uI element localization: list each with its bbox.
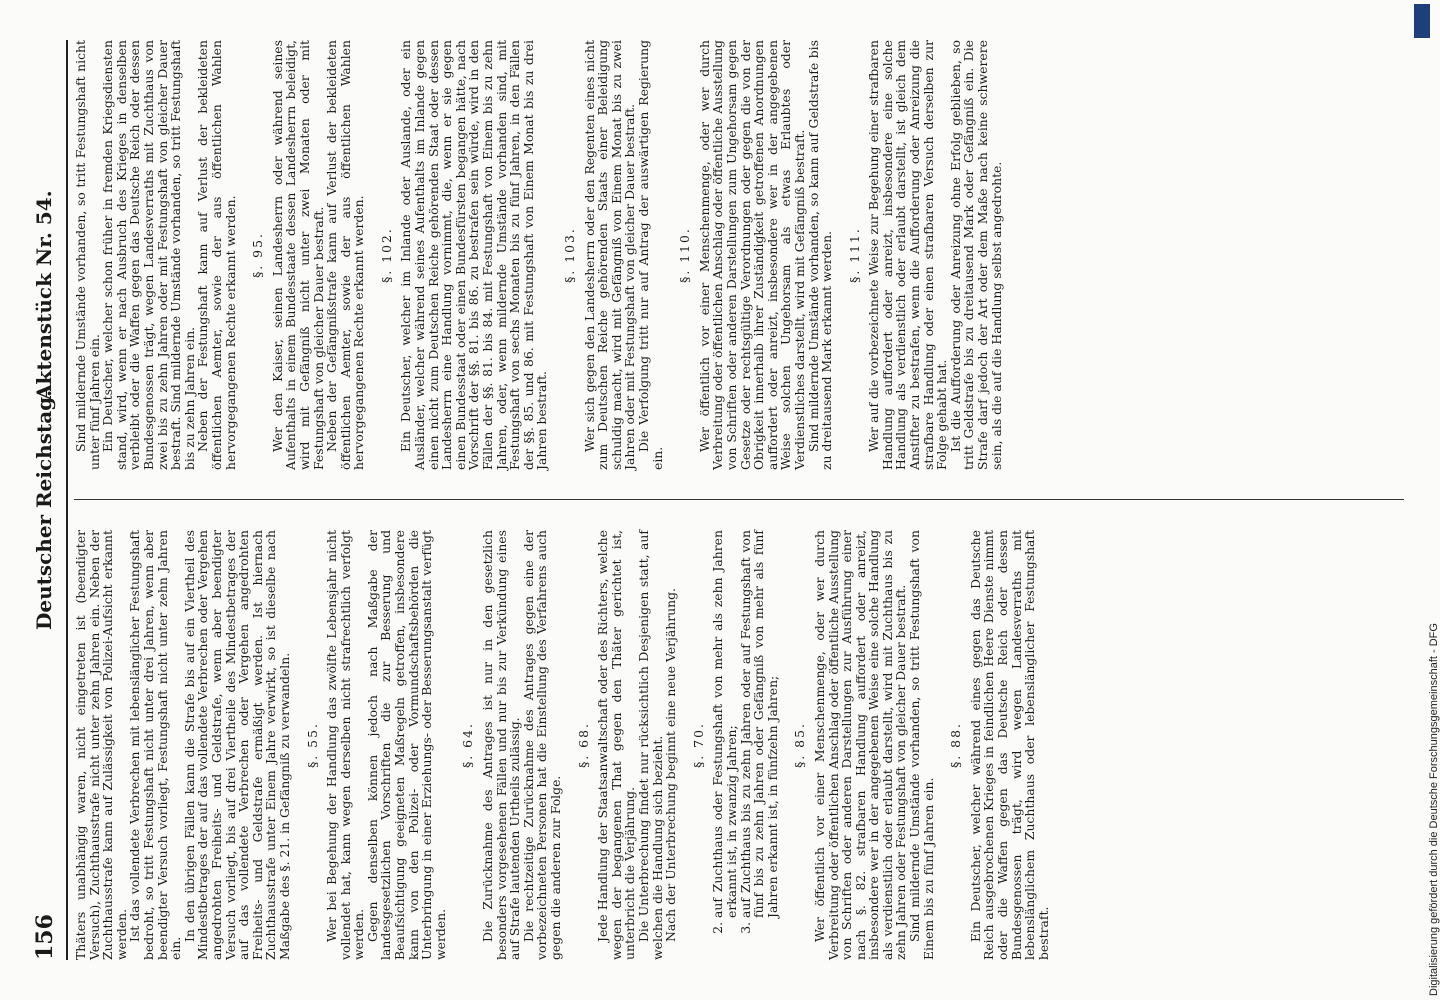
paragraph: Wer öffentlich vor einer Menschenmenge, oder wer durch Verbreitung oder öffentlichen Anschlag oder öffentliche Ausstellung von Schriften oder anderen Darstellungen zum Ungehorsam gegen Gesetze oder rechtsgültige Verordnungen oder gegen die von der Obrigkeit innerhalb ihrer Zuständigkeit getroffenen Anordnungen auffordert oder anreizt, insbesondere wer in der angegebenen Weise solchen Ungehorsam als etwas Erlaubtes oder Verdienstliches darstellt, wird mit Gefängniß bestraft.	[696, 40, 807, 470]
paragraph: Ein Deutscher, welcher während eines gegen das Deutsche Reich ausgebrochenen Krieges in feindlichen Heere Dienste nimmt oder die Waffen gegen das Deutsche Reich oder dessen Bundesgenossen trägt, wird wegen Landesverraths mit lebenslänglichem Zuchthaus oder lebenslänglicher Festungshaft bestraft.	[967, 530, 1051, 960]
paragraph: Ist die Aufforderung oder Anreizung ohne Erfolg geblieben, so tritt Geldstrafe bis zu dreitausend Mark oder Gefängniß ein. Die Strafe darf jedoch der Art oder dem Maße nach keine schwerere sein, als die auf die Handlung selbst angedrohte.	[947, 40, 1004, 470]
paragraph: Ein Deutscher, welcher im Inlande oder Auslande, oder ein Ausländer, welcher während seines Aufenthalts im Inlande gegen einen nicht zum Deutschen Reiche gehörenden Staat oder dessen Landesherrn eine Handlung vornimmt, die, wenn er sie gegen einen Bundesstaat oder einen Bundesfürsten begangen hätte, nach Vorschrift der §§. 81. bis 86. zu bestrafen sein würde, wird in den Fällen der §§. 81. bis 84. mit Festungshaft von Einem bis zu zehn Jahren, oder, wenn mildernde Umstände vorhanden sind, mit Festungshaft von sechs Monaten bis zu fünf Jahren, in den Fällen der §§. 85. und 86. mit Festungshaft von Einem Monat bis zu drei Jahren bestraft.	[398, 40, 550, 470]
paragraph: Wer öffentlich vor einer Menschenmenge, oder wer durch Verbreitung oder öffentlichen Anschlag oder öffentliche Ausstellung von Schriften oder anderen Darstellungen zur Ausführung einer nach §. 82. strafbaren Handlung auffordert oder anreizt, insbesondere wer in der angegebenen Weise eine solche Handlung als verdienstlich oder erlaubt darstellt, wird mit Zuchthaus bis zu zehn Jahren oder Festungshaft von gleicher Dauer bestraft.	[811, 530, 909, 960]
section-heading: §. 85.	[792, 722, 808, 768]
paragraph: Sind mildernde Umstände vorhanden, so tritt Festungshaft nicht unter fünf Jahren ein.	[73, 40, 102, 470]
section-heading: §. 103.	[562, 227, 577, 283]
paragraph: Neben der Festungshaft kann auf Verlust der bekleideten öffentlichen Aemter, sowie der aus öffentlichen Wahlen hervorgegangenen Rechte erkannt werden.	[195, 40, 238, 470]
paragraph: Thäters unabhängig waren, nicht eingetreten ist (beendigter Versuch), Zuchthausstrafe nicht unter zehn Jahren ein. Neben der Zuchthausstrafe kann auf Zulässigkeit von Polizei-Aufsicht erkannt werden.	[73, 530, 129, 960]
funding-note: Digitalisierung gefördert durch die Deutsche Forschungsgemeinschaft - DFG	[1428, 623, 1440, 996]
paragraph: Ist das vollendete Verbrechen mit lebenslänglicher Festungshaft bedroht, so tritt Festungshaft nicht unter drei Jahren, wenn aber beendigter Versuch vorliegt, Festungshaft nicht unter zehn Jahren ein.	[127, 530, 184, 960]
list-item: 3. auf Zuchthaus bis zu zehn Jahren oder auf Festungshaft von fünf bis zu zehn Jahren oder Gefängniß von mehr als fünf Jahren erkannt ist, in fünfzehn Jahren;	[739, 530, 780, 918]
page-number: 156	[32, 914, 58, 960]
paragraph: Die Zurücknahme des Antrages ist nur in den gesetzlich besonders vorgesehenen Fällen und nur bis zur Verkündung eines auf Strafe lautenden Urtheils zulässig.	[480, 530, 523, 960]
document-number: Aktenstück Nr. 54.	[32, 190, 56, 400]
paragraph: Wer auf die vorbezeichnete Weise zur Begehung einer strafbaren Handlung auffordert oder anreizt, insbesondere eine solche Handlung als verdienstlich oder erlaubt darstellt, ist gleich dem Anstifter zu bestrafen, wenn die Aufforderung oder Anreizung die strafbare Handlung oder einen strafbaren Versuch derselben zur Folge gehabt hat.	[866, 40, 950, 470]
paragraph: Sind mildernde Umstände vorhanden, so tritt Festungshaft von Einem bis zu fünf Jahren ein.	[907, 530, 936, 960]
paragraph: Die Unterbrechung findet nur rücksichtlich Desjenigen statt, auf welchen die Handlung sich bezieht.	[635, 530, 665, 960]
left-column	[74, 530, 1050, 960]
right-column	[74, 40, 1003, 470]
paragraph: Nach der Unterbrechung beginnt eine neue Verjährung.	[663, 588, 679, 942]
paragraph: Sind mildernde Umstände vorhanden, so kann auf Geldstrafe bis zu dreitausend Mark erkannt werden.	[805, 40, 835, 470]
paragraph: Die Verfolgung tritt nur auf Antrag der auswärtigen Regierung ein.	[635, 40, 665, 470]
paragraph: Die rechtzeitige Zurücknahme des Antrages gegen eine der vorbezeichneten Personen hat die Einstellung des Verfahrens auch gegen die anderen zur Folge.	[520, 530, 563, 960]
section-heading: §. 111.	[846, 227, 862, 283]
header-rule	[66, 40, 68, 960]
section-heading: §. 88.	[948, 722, 964, 768]
section-heading: §. 55.	[304, 722, 320, 768]
paragraph: Ein Deutscher, welcher schon früher in fremden Kriegsdiensten stand, wird, wenn er nach Ausbruch des Krieges in denselben verbleibt oder die Waffen gegen das Deutsche Reich oder dessen Bundesgenossen trägt, wegen Landesverraths mit Zuchthaus von zwei bis zu zehn Jahren oder mit Festungshaft von gleicher Dauer bestraft. Sind mildernde Umstände vorhanden, so tritt Festungshaft bis zu zehn Jahren ein.	[100, 40, 197, 470]
paragraph: Gegen denselben können jedoch nach Maßgabe der landesgesetzlichen Vorschriften die zur Besserung und Beaufsichtigung geeigneten Maßregeln getroffen, insbesondere kann von den Polizei- oder Vormundschaftsbehörden die Unterbringung in einer Erziehungs- oder Besserungsanstalt verfügt werden.	[364, 530, 448, 960]
page-title: Deutscher Reichstag.	[32, 389, 56, 630]
section-heading: §. 68.	[575, 722, 591, 768]
column-divider	[74, 499, 1404, 500]
section-heading: §. 64.	[460, 722, 476, 768]
paragraph: Wer den Kaiser, seinen Landesherrn oder während seines Aufenthalts in einem Bundesstaate dessen Landesherrn beleidigt, wird mit Gefängniß nicht unter zwei Monaten oder mit Festungshaft von gleicher Dauer bestraft.	[269, 40, 326, 470]
paragraph: Jede Handlung der Staatsanwaltschaft oder des Richters, welche wegen der begangenen That gegen den Thäter gerichtet ist, unterbricht die Verjährung.	[595, 530, 638, 960]
section-heading: §. 110.	[677, 227, 693, 283]
side-note	[1412, 0, 1440, 1000]
paragraph: Wer bei Begehung der Handlung das zwölfte Lebensjahr nicht vollendet hat, kann wegen derselben nicht strafrechtlich verfolgt werden.	[324, 530, 367, 960]
paragraph: Wer sich gegen den Landesherrn oder den Regenten eines nicht zum Deutschen Reiche gehörenden Staats einer Beleidigung schuldig macht, wird mit Gefängniß von Einem Monat bis zu zwei Jahren oder mit Festungshaft von gleicher Dauer bestraft.	[581, 40, 638, 470]
page-header	[32, 40, 64, 960]
paragraph: Neben der Gefängnißstrafe kann auf Verlust der bekleideten öffentlichen Aemter, sowie der aus öffentlichen Wahlen hervorgegangenen Rechte erkannt werden.	[324, 40, 367, 470]
list-item: 2. auf Zuchthaus oder Festungshaft von mehr als zehn Jahren erkannt ist, in zwanzig Jahren;	[711, 530, 738, 918]
section-heading: §. 102.	[378, 227, 394, 283]
section-heading: §. 95.	[250, 232, 266, 278]
paragraph: In den übrigen Fällen kann die Strafe bis auf ein Viertheil des Mindestbetrages der auf das vollendete Verbrechen oder Vergehen angedrohten Freiheits- und Geldstrafe, wenn aber beendigter Versuch vorliegt, bis auf drei Viertheile des Mindestbetrages der auf das vollendete Verbrechen oder Vergehen angedrohten Freiheits- und Geldstrafe ermäßigt werden. Ist hiernach Zuchthausstrafe unter Einem Jahre verwirkt, so ist dieselbe nach Maßgabe des §. 21. in Gefängniß zu verwandeln.	[181, 530, 292, 960]
dfg-logo	[1414, 4, 1430, 38]
numbered-list	[711, 530, 779, 960]
section-heading: §. 70.	[690, 722, 706, 768]
